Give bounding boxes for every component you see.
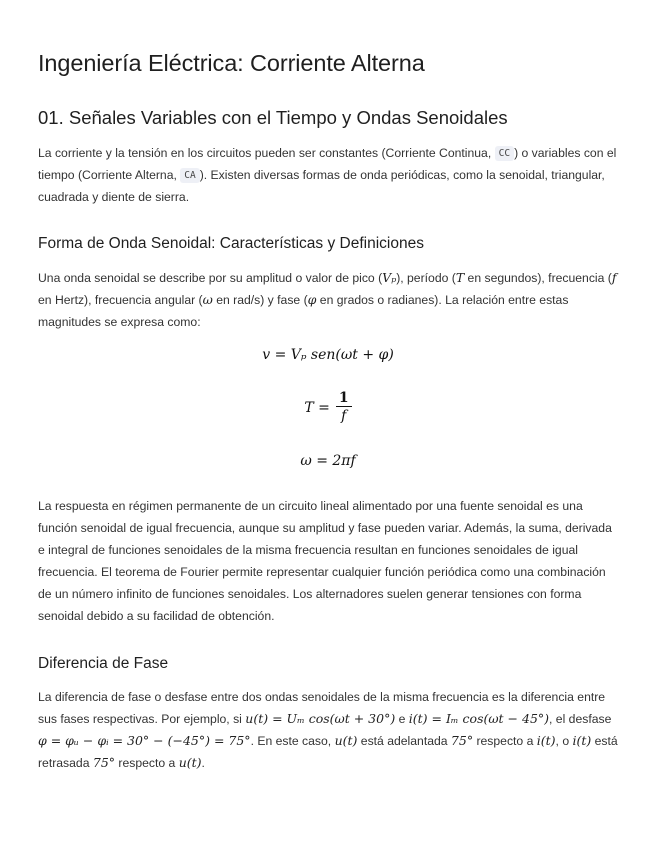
fase-text-8: está retrasada (38, 734, 618, 770)
fase-text-6: respecto a (473, 734, 537, 748)
fase-paragraph (38, 686, 618, 774)
senoidal-text-4: en Hertz), frecuencia angular ( (38, 293, 203, 307)
math-omega: ω (202, 292, 213, 307)
senoidal-text-3: en segundos), frecuencia ( (464, 271, 612, 285)
inline-code-ca: CA (180, 168, 199, 183)
section-heading: 01. Señales Variables con el Tiempo y Ondas Senoidales (38, 107, 508, 128)
subheading-fase: Diferencia de Fase (38, 655, 169, 672)
fase-text-3: , el desfase (549, 712, 612, 726)
math-f: f (611, 270, 617, 285)
intro-paragraph (38, 142, 618, 208)
page-title: Ingeniería Eléctrica: Corriente Alterna (38, 50, 425, 76)
math-u-b: u(t) (178, 755, 202, 770)
fase-text-5: está adelantada (357, 734, 451, 748)
equation-period-denominator: f (341, 408, 347, 424)
math-i-a: i(t) (536, 733, 556, 748)
fase-text-4: . En este caso, (250, 734, 335, 748)
intro-text-3: ). Existen diversas formas de onda periódicas, como la senoidal, triangular, cuadrada y diente de sierra. (38, 168, 605, 204)
inline-code-cc: CC (495, 146, 514, 161)
fase-text-7: , o (555, 734, 573, 748)
math-i-b: i(t) (572, 733, 592, 748)
fase-text-2: e (395, 712, 409, 726)
senoidal-text-2: ), período ( (396, 271, 456, 285)
fase-text-10: . (201, 756, 205, 770)
equation-voltage: v = Vₚ sen(ωt + φ) (262, 347, 394, 363)
respuesta-paragraph: La respuesta en régimen permanente de un circuito lineal alimentado por una fuente senoidal es una función senoidal de igual frecuencia, aunque su amplitud y fase pueden variar. Además, la suma, derivada e integral de funciones senoidales de la misma frecuencia resultan en funciones senoidales de igual frecuencia. El teorema de Fourier permite representar cualquier función periódica como una combinación de un número infinito de funciones senoidales. Los alternadores suelen generar tensiones con forma senoidal debido a su facilidad de obtención. (38, 499, 612, 623)
senoidal-text-6: en grados o radianes). La relación entre estas magnitudes se expresa como: (38, 293, 569, 329)
math-u: u(t) (334, 733, 358, 748)
fase-text-9: respecto a (115, 756, 179, 770)
fase-text-1: La diferencia de fase o desfase entre dos ondas senoidales de la misma frecuencia es la diferencia entre sus fases respectivas. Por ejemplo, si (38, 690, 606, 726)
math-phi: φ (307, 292, 317, 307)
math-desfase: φ = φᵤ − φᵢ = 30° − (−45°) = 75° (38, 733, 251, 748)
math-75-b: 75° (92, 755, 116, 770)
math-75-a: 75° (450, 733, 474, 748)
intro-text-1: La corriente y la tensión en los circuitos pueden ser constantes (Corriente Continua, (38, 146, 495, 160)
math-u-def: u(t) = Uₘ cos(ωt + 30°) (245, 711, 396, 726)
equation-omega: ω = 2πf (300, 453, 356, 469)
subheading-senoidal: Forma de Onda Senoidal: Características y Definiciones (38, 235, 424, 252)
intro-text-2: ) o variables con el tiempo (Corriente Alterna, (38, 146, 617, 182)
equation-period-numerator: 1 (336, 390, 352, 407)
senoidal-paragraph (38, 267, 618, 333)
math-vp: Vₚ (382, 270, 397, 285)
equation-period-lhs: T = (304, 399, 330, 416)
senoidal-text-1: Una onda senoidal se describe por su amplitud o valor de pico ( (38, 271, 383, 285)
math-t: T (455, 270, 465, 285)
equation-period (38, 390, 618, 425)
senoidal-text-5: en rad/s) y fase ( (212, 293, 308, 307)
math-i-def: i(t) = Iₘ cos(ωt − 45°) (408, 711, 550, 726)
